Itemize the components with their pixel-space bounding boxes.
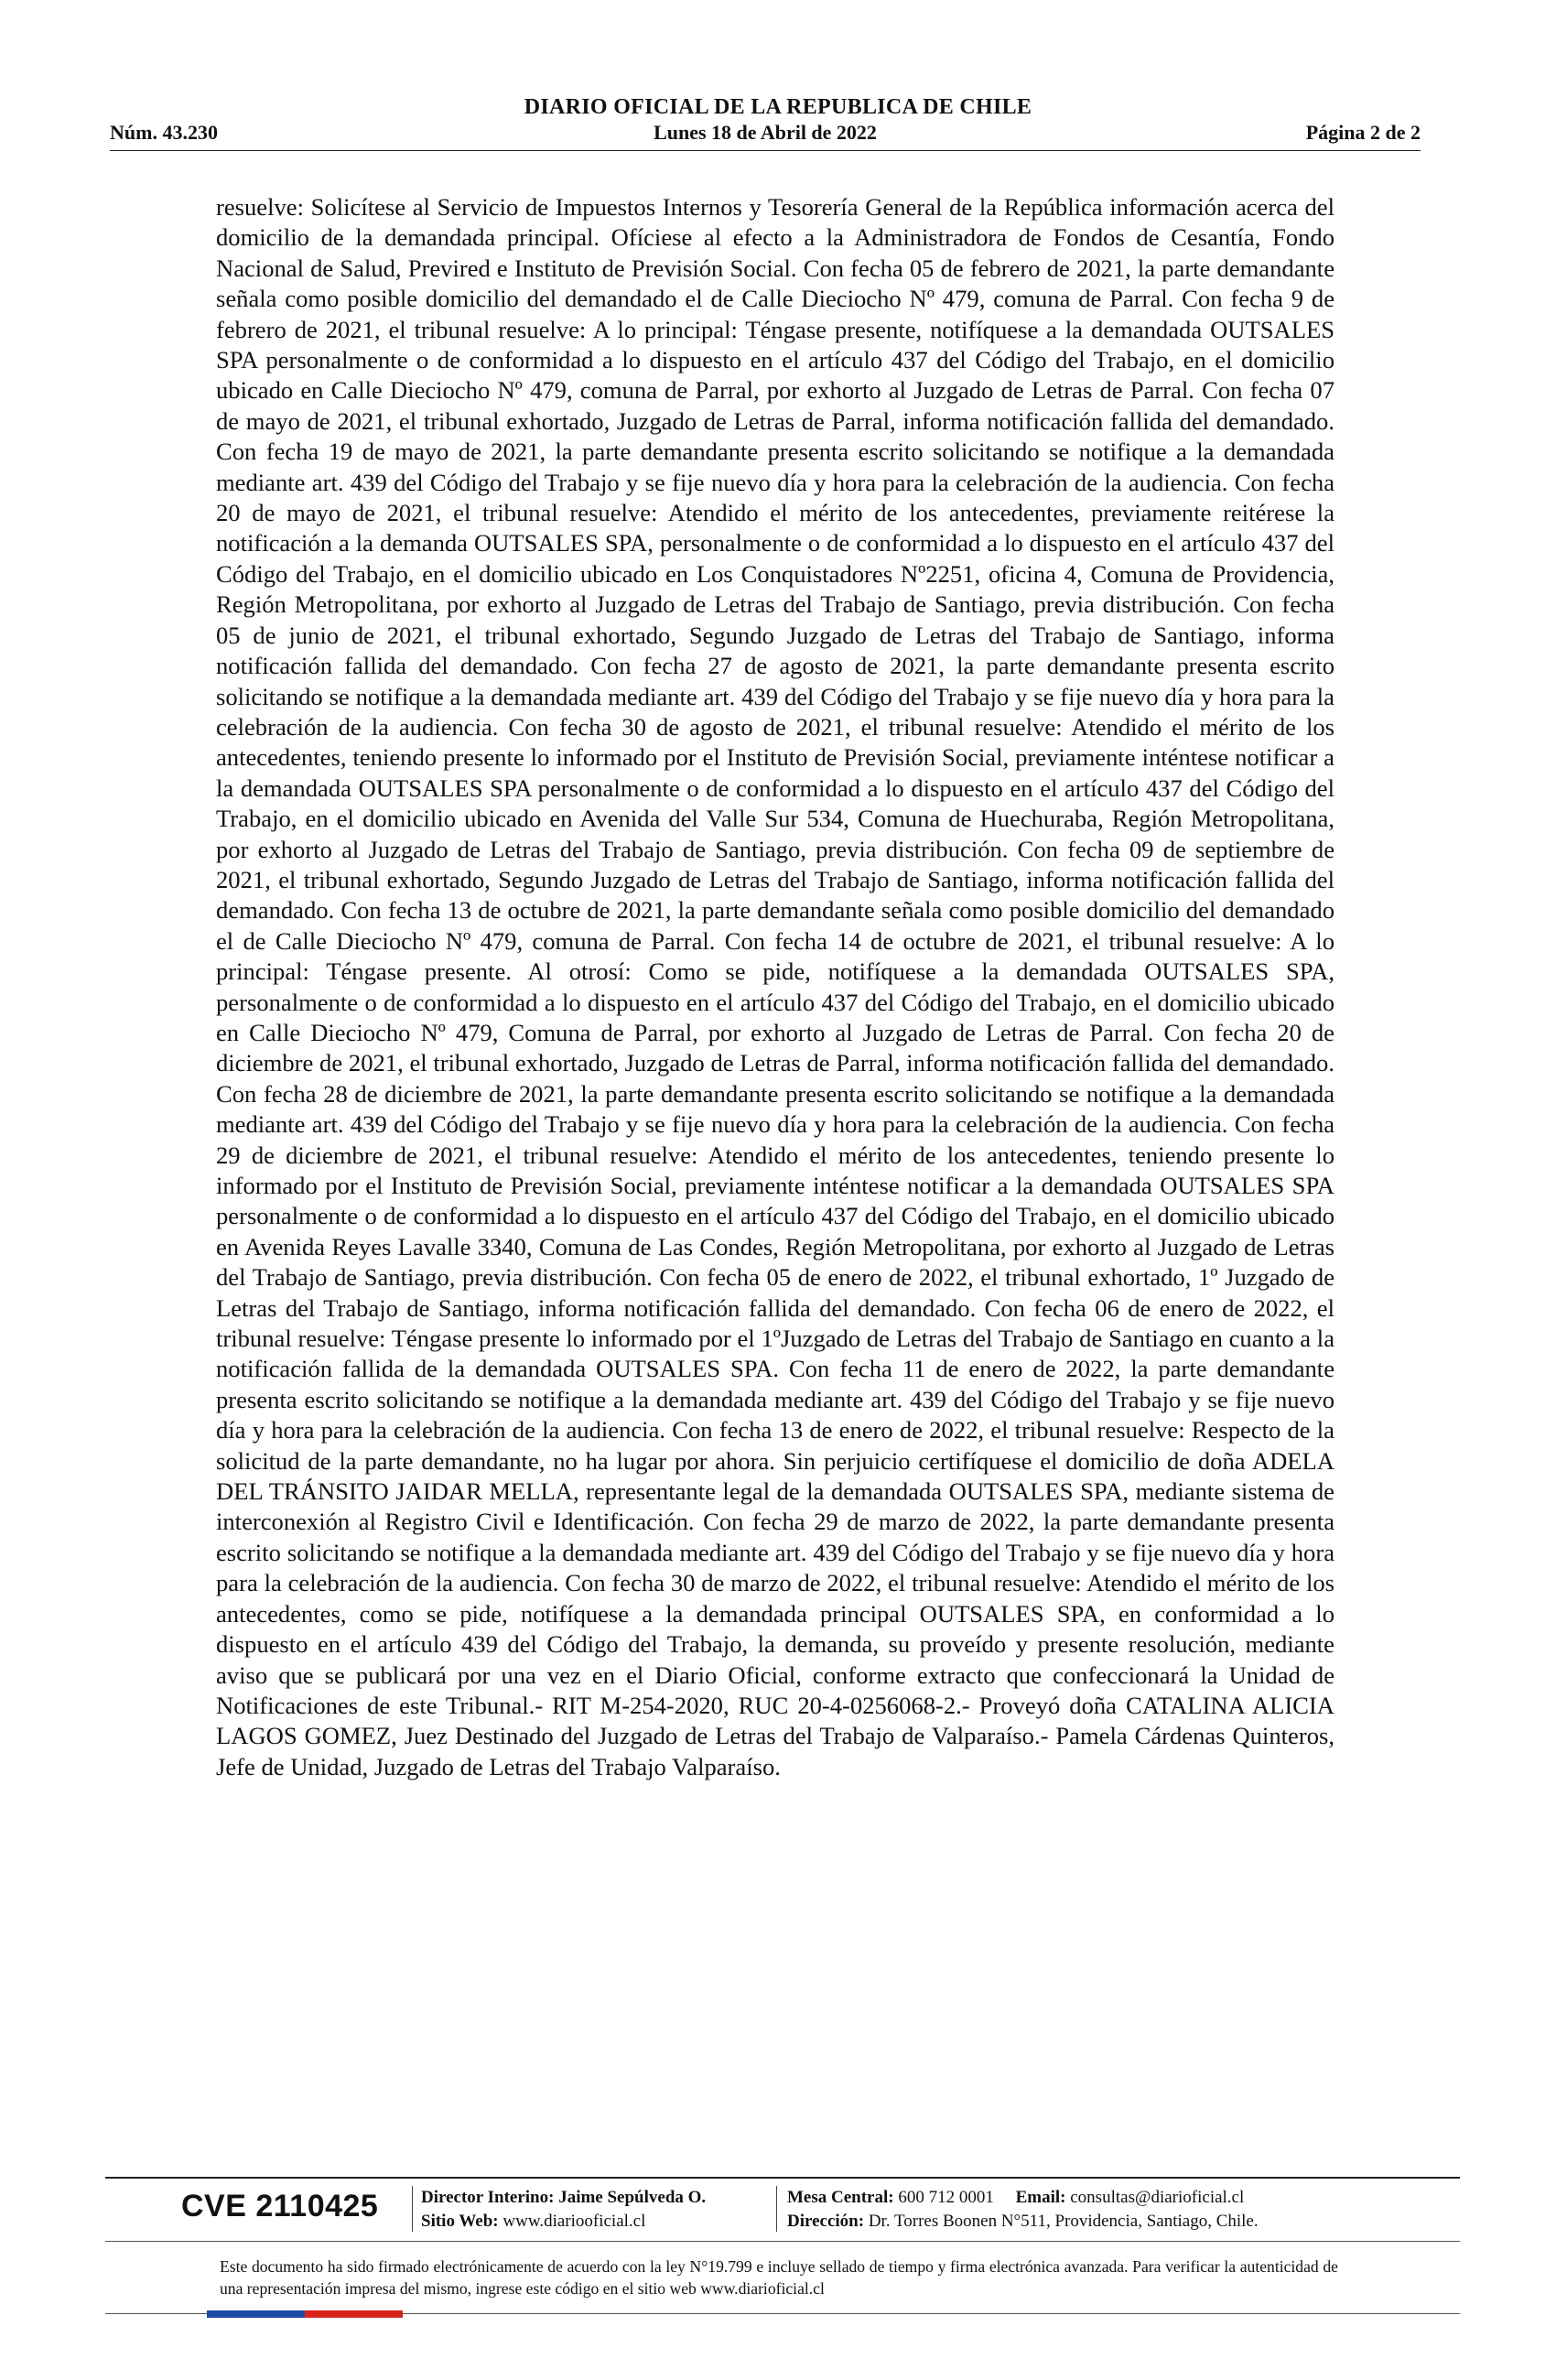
body-paragraph: resuelve: Solicítese al Servicio de Impuestos Internos y Tesorería General de la República información acerca del domicilio de la demandada principal. Ofíciese al efecto a la Administradora de Fondos de Cesantía, Fondo Nacional de Salud, Previred e Instituto de Previsión Social. Con fecha 05 de febrero de 2021, la parte demandante señala como posible domicilio del demandado el de Calle Dieciocho Nº 479, comuna de Parral. Con fecha 9 de febrero de 2021, el tribunal resuelve: A lo principal: Téngase presente, notifíquese a la demandada OUTSALES SPA personalmente o de conformidad a lo dispuesto en el artículo 437 del Código del Trabajo, en el domicilio ubicado en Calle Dieciocho Nº 479, comuna de Parral, por exhorto al Juzgado de Letras de Parral. Con fecha 07 de mayo de 2021, el tribunal exhortado, Juzgado de Letras de Parral, informa notificación fallida del demandado. Con fecha 19 de mayo de 2021, la parte demandante presenta escrito solicitando se notifique a la demandada mediante art. 439 del Código del Trabajo y se fije nuevo día y hora para la celebración de la audiencia. Con fecha 20 de mayo de 2021, el tribunal resuelve: Atendido el mérito de los antecedentes, previamente reitérese la notificación a la demanda OUTSALES SPA, personalmente o de conformidad a lo dispuesto en el artículo 437 del Código del Trabajo, en el domicilio ubicado en Los Conquistadores Nº2251, oficina 4, Comuna de Providencia, Región Metropolitana, por exhorto al Juzgado de Letras del Trabajo de Santiago, previa distribución. Con fecha 05 de junio de 2021, el tribunal exhortado, Segundo Juzgado de Letras del Trabajo de Santiago, informa notificación fallida del demandado. Con fecha 27 de agosto de 2021, la parte demandante presenta escrito solicitando se notifique a la demandada mediante art. 439 del Código del Trabajo y se fije nuevo día y hora para la celebración de la audiencia. Con fecha 30 de agosto de 2021, el tribunal resuelve: Atendido el mérito de los antecedentes, teniendo presente lo informado por el Instituto de Previsión Social, previamente inténtese notificar a la demandada OUTSALES SPA personalmente o de conformidad a lo dispuesto en el artículo 437 del Código del Trabajo, en el domicilio ubicado en Avenida del Valle Sur 534, Comuna de Huechuraba, Región Metropolitana, por exhorto al Juzgado de Letras del Trabajo de Santiago, previa distribución. Con fecha 09 de septiembre de 2021, el tribunal exhortado, Segundo Juzgado de Letras del Trabajo de Santiago, informa notificación fallida del demandado. Con fecha 13 de octubre de 2021, la parte demandante señala como posible domicilio del demandado el de Calle Dieciocho Nº 479, comuna de Parral. Con fecha 14 de octubre de 2021, el tribunal resuelve: A lo principal: Téngase presente. Al otrosí: Como se pide, notifíquese a la demandada OUTSALES SPA, personalmente o de conformidad a lo dispuesto en el artículo 437 del Código del Trabajo, en el domicilio ubicado en Calle Dieciocho Nº 479, Comuna de Parral, por exhorto al Juzgado de Letras de Parral. Con fecha 20 de diciembre de 2021, el tribunal exhortado, Juzgado de Letras de Parral, informa notificación fallida del demandado. Con fecha 28 de diciembre de 2021, la parte demandante presenta escrito solicitando se notifique a la demandada mediante art. 439 del Código del Trabajo y se fije nuevo día y hora para la celebración de la audiencia. Con fecha 29 de diciembre de 2021, el tribunal resuelve: Atendido el mérito de los antecedentes, teniendo presente lo informado por el Instituto de Previsión Social, previamente inténtese notificar a la demandada OUTSALES SPA personalmente o de conformidad a lo dispuesto en el artículo 437 del Código del Trabajo, en el domicilio ubicado en Avenida Reyes Lavalle 3340, Comuna de Las Condes, Región Metropolitana, por exhorto al Juzgado de Letras del Trabajo de Santiago, previa distribución. Con fecha 05 de enero de 2022, el tribunal exhortado, 1º Juzgado de Letras del Trabajo de Santiago, informa notificación fallida del demandado. Con fecha 06 de enero de 2022, el tribunal resuelve: Téngase presente lo informado por el 1ºJuzgado de Letras del Trabajo de Santiago en cuanto a la notificación fallida de la demandada OUTSALES SPA. Con fecha 11 de enero de 2022, la parte demandante presenta escrito solicitando se notifique a la demandada mediante art. 439 del Código del Trabajo y se fije nuevo día y hora para la celebración de la audiencia. Con fecha 13 de enero de 2022, el tribunal resuelve: Respecto de la solicitud de la parte demandante, no ha lugar por ahora. Sin perjuicio certifíquese el domicilio de doña ADELA DEL TRÁNSITO JAIDAR MELLA, representante legal de la demandada OUTSALES SPA, mediante sistema de interconexión al Registro Civil e Identificación. Con fecha 29 de marzo de 2022, la parte demandante presenta escrito solicitando se notifique a la demandada mediante art. 439 del Código del Trabajo y se fije nuevo día y hora para la celebración de la audiencia. Con fecha 30 de marzo de 2022, el tribunal resuelve: Atendido el mérito de los antecedentes, como se pide, notifíquese a la demandada principal OUTSALES SPA, en conformidad a lo dispuesto en el artículo 439 del Código del Trabajo, la demanda, su proveído y presente resolución, mediante aviso que se publicará por una vez en el Diario Oficial, conforme extracto que confeccionará la Unidad de Notificaciones de este Tribunal.- RIT M-254-2020, RUC 20-4-0256068-2.- Proveyó doña CATALINA ALICIA LAGOS GOMEZ, Juez Destinado del Juzgado de Letras del Trabajo de Valparaíso.- Pamela Cárdenas Quinteros, Jefe de Unidad, Juzgado de Letras del Trabajo Valparaíso. (216, 193, 1334, 1780)
header-row (110, 121, 1421, 148)
flag-stripe (207, 2310, 403, 2318)
footer-separator-1 (412, 2186, 413, 2232)
issue-number: Núm. 43.230 (110, 121, 218, 144)
publication-title: DIARIO OFICIAL DE LA REPUBLICA DE CHILE (524, 95, 1032, 119)
director-value: Jaime Sepúlveda O. (558, 2188, 707, 2207)
direccion-label: Dirección: (787, 2212, 865, 2231)
footer-contact-block (787, 2186, 1259, 2234)
web-link[interactable]: www.diariooficial.cl (502, 2212, 646, 2231)
mesa-label: Mesa Central: (787, 2188, 894, 2207)
email-label: Email: (1015, 2188, 1066, 2207)
mesa-value: 600 712 0001 (898, 2188, 994, 2207)
web-label: Sitio Web: (421, 2212, 499, 2231)
footer-separator-2 (776, 2186, 777, 2232)
legal-notice: Este documento ha sido firmado electrónicamente de acuerdo con la ley N°19.799 e incluye sellado de tiempo y firma electrónica avanzada. Para verificar la autenticidad de una representación impresa del mismo, ingrese este código en el sitio web www.diarioficial.cl (220, 2257, 1338, 2298)
footer-director-block (421, 2186, 706, 2234)
director-label: Director Interino: (421, 2188, 555, 2207)
issue-date: Lunes 18 de Abril de 2022 (654, 121, 877, 144)
footer-divider-top (105, 2177, 1460, 2179)
footer-divider-middle (105, 2241, 1460, 2242)
flag-red-segment (305, 2310, 403, 2318)
page-indicator: Página 2 de 2 (1305, 121, 1421, 144)
direccion-value: Dr. Torres Boonen N°511, Providencia, Santiago, Chile. (868, 2212, 1259, 2231)
cve-code: CVE 2110425 (181, 2189, 379, 2223)
header-divider (110, 150, 1421, 151)
flag-blue-segment (207, 2310, 305, 2318)
email-link[interactable]: consultas@diarioficial.cl (1070, 2188, 1245, 2207)
